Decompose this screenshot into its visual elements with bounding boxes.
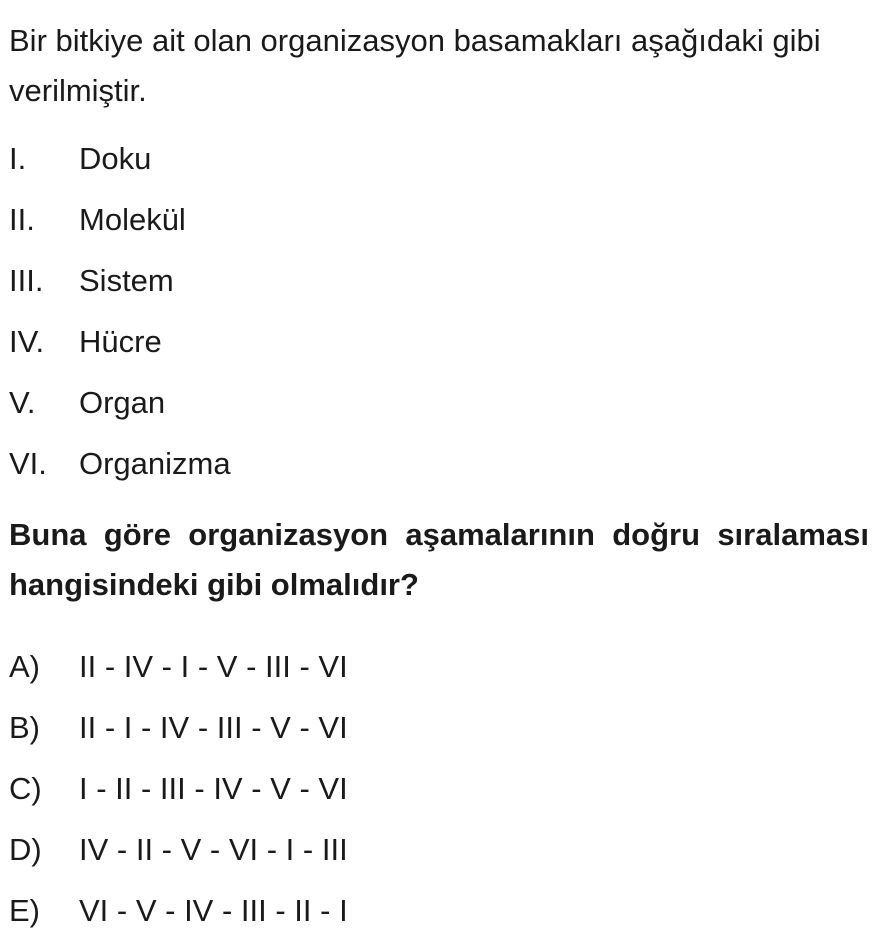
option-letter: A)	[9, 649, 40, 684]
item-label: Doku	[79, 141, 152, 176]
option-letter: E)	[9, 893, 40, 928]
answer-option-c[interactable]	[9, 767, 348, 828]
answer-option-a[interactable]	[9, 645, 348, 706]
item-number: I.	[9, 141, 27, 176]
list-item	[9, 381, 231, 442]
answer-option-d[interactable]	[9, 828, 348, 889]
list-item	[9, 320, 231, 381]
option-text: IV - II - V - VI - I - III	[79, 832, 348, 867]
item-number: V.	[9, 385, 36, 420]
question-prompt: Buna göre organizasyon aşamalarının doğru sıralaması hangisindeki gibi olmalıdır?	[9, 517, 869, 602]
option-text: II - I - IV - III - V - VI	[79, 710, 348, 745]
item-number: III.	[9, 263, 44, 298]
option-text: I - II - III - IV - V - VI	[79, 771, 348, 806]
organization-level-list	[9, 137, 231, 503]
item-label: Organ	[79, 385, 166, 420]
answer-option-b[interactable]	[9, 706, 348, 767]
list-item	[9, 137, 231, 198]
answer-option-e[interactable]	[9, 889, 348, 950]
option-text: VI - V - IV - III - II - I	[79, 893, 348, 928]
item-number: II.	[9, 202, 35, 237]
item-label: Molekül	[79, 202, 186, 237]
item-label: Hücre	[79, 324, 162, 359]
option-letter: C)	[9, 771, 42, 806]
list-item	[9, 259, 231, 320]
option-text: II - IV - I - V - III - VI	[79, 649, 348, 684]
answer-options	[9, 645, 348, 950]
item-number: VI.	[9, 446, 47, 481]
item-number: IV.	[9, 324, 45, 359]
item-label: Sistem	[79, 263, 174, 298]
question-intro: Bir bitkiye ait olan organizasyon basamakları aşağıdaki gibi verilmiştir.	[9, 23, 821, 108]
option-letter: D)	[9, 832, 42, 867]
list-item	[9, 442, 231, 503]
option-letter: B)	[9, 710, 40, 745]
list-item	[9, 198, 231, 259]
item-label: Organizma	[79, 446, 231, 481]
